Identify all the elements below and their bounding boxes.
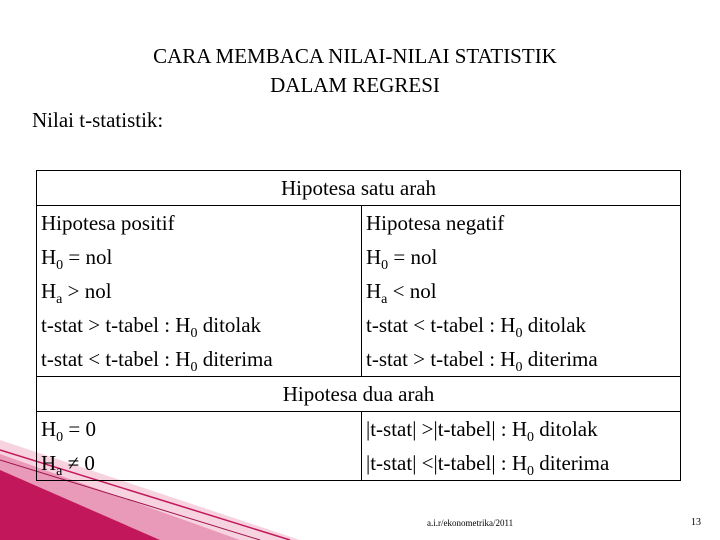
two-tailed-header-row <box>37 377 681 412</box>
section-subtitle: Nilai t-statistik: <box>32 108 164 132</box>
two-tailed-hypothesis-cell <box>37 412 362 481</box>
page-title <box>0 42 710 100</box>
one-tailed-header: Hipotesa satu arah <box>37 171 681 206</box>
two-tailed-row <box>37 412 681 481</box>
two-tailed-accept-rule: |t-stat| <|t-tabel| : $H_0$ diterima <box>366 451 610 480</box>
positive-accept-rule: t-stat < t-tabel : $H_0$ diterima <box>41 347 273 376</box>
negative-heading: Hipotesa negatif <box>366 211 505 235</box>
negative-reject-rule: t-stat < t-tabel : $H_0$ ditolak <box>366 313 587 342</box>
positive-reject-rule: t-stat > t-tabel : $H_0$ ditolak <box>41 313 262 342</box>
negative-hypothesis-cell <box>362 206 681 377</box>
two-tailed-ha: $H_a \ne 0$ <box>41 451 95 480</box>
one-tailed-header-row <box>37 171 681 206</box>
footer-source: a.i.r/ekonometrika/2011 <box>427 518 514 528</box>
negative-h0: $H_0$ = nol <box>366 245 438 274</box>
page-number: 13 <box>691 517 701 528</box>
hypothesis-table <box>36 170 681 481</box>
positive-ha: $H_a$ > nol <box>41 279 112 308</box>
negative-ha: $H_a$ < nol <box>366 279 437 308</box>
two-tailed-reject-rule: |t-stat| >|t-tabel| : $H_0$ ditolak <box>366 417 598 446</box>
two-tailed-header: Hipotesa dua arah <box>37 377 681 412</box>
title-line-1: CARA MEMBACA NILAI-NILAI STATISTIK <box>153 44 557 68</box>
two-tailed-h0: $H_0 = 0$ <box>41 417 97 446</box>
negative-accept-rule: t-stat > t-tabel : $H_0$ diterima <box>366 347 598 376</box>
positive-h0: $H_0$ = nol <box>41 245 113 274</box>
positive-hypothesis-cell <box>37 206 362 377</box>
two-tailed-rule-cell <box>362 412 681 481</box>
positive-heading: Hipotesa positif <box>41 211 175 235</box>
one-tailed-row <box>37 206 681 377</box>
title-line-2: DALAM REGRESI <box>270 73 440 97</box>
